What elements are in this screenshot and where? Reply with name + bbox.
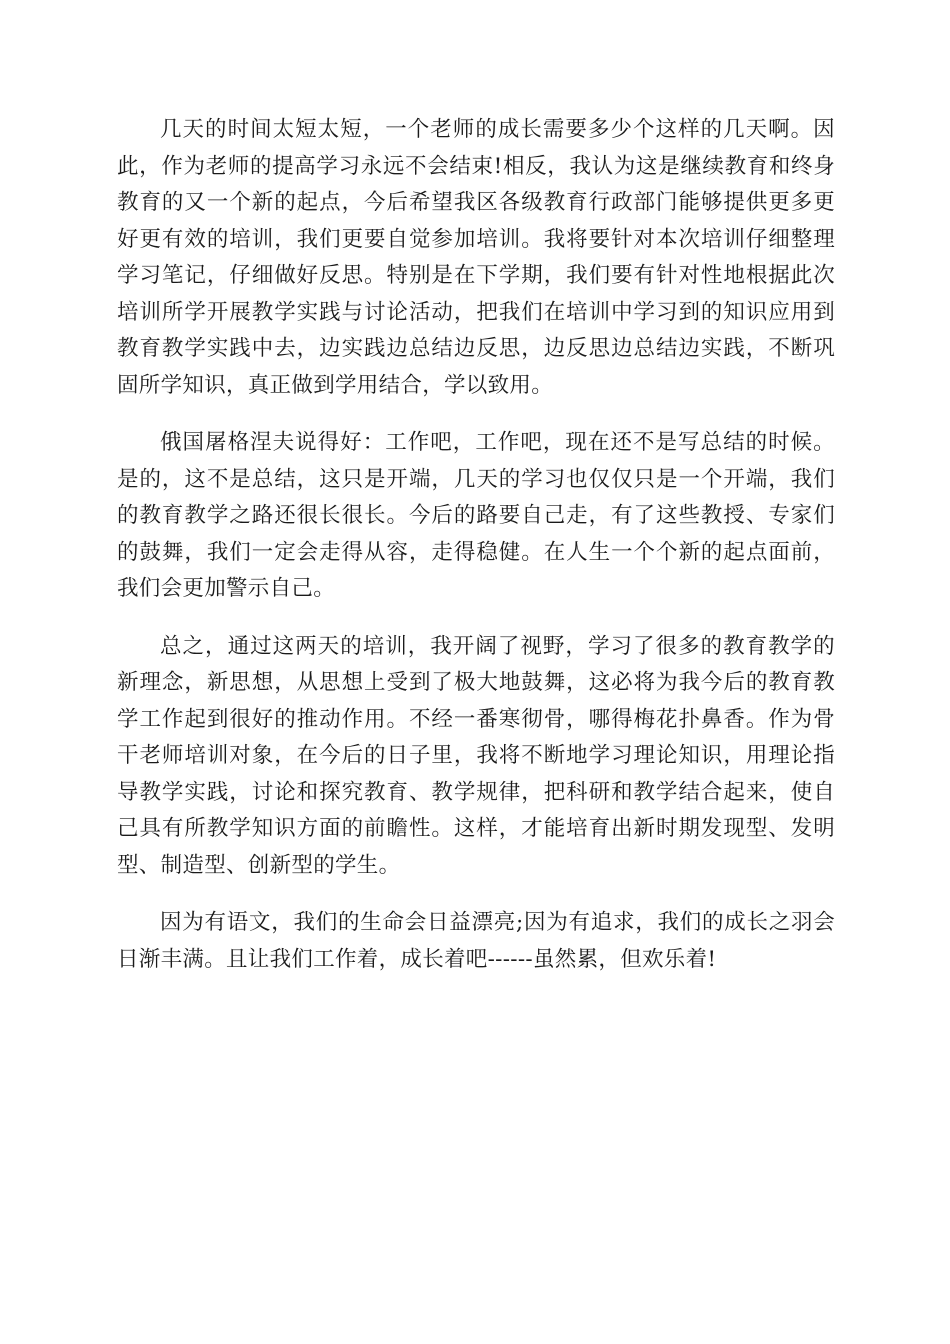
paragraph-4: 因为有语文，我们的生命会日益漂亮;因为有追求，我们的成长之羽会日渐丰满。且让我们工作着，成长着吧------虽然累，但欢乐着! xyxy=(117,910,835,972)
paragraph-1: 几天的时间太短太短，一个老师的成长需要多少个这样的几天啊。因此，作为老师的提高学习永远不会结束!相反，我认为这是继续教育和终身教育的又一个新的起点，今后希望我区各级教育行政部门能够提供更多更好更有效的培训，我们更要自觉参加培训。我将要针对本次培训仔细整理学习笔记，仔细做好反思。特别是在下学期，我们要有针对性地根据此次培训所学开展教学实践与讨论活动，把我们在培训中学习到的知识应用到教育教学实践中去，边实践边总结边反思，边反思边总结边实践，不断巩固所学知识，真正做到学用结合，学以致用。 xyxy=(117,117,835,398)
document-body xyxy=(117,112,835,999)
paragraph-2: 俄国屠格涅夫说得好：工作吧，工作吧，现在还不是写总结的时候。是的，这不是总结，这只是开端，几天的学习也仅仅只是一个开端，我们的教育教学之路还很长很长。今后的路要自己走，有了这些教授、专家们的鼓舞，我们一定会走得从容，走得稳健。在人生一个个新的起点面前，我们会更加警示自己。 xyxy=(117,430,835,601)
paragraph-3: 总之，通过这两天的培训，我开阔了视野，学习了很多的教育教学的新理念，新思想，从思想上受到了极大地鼓舞，这必将为我今后的教育教学工作起到很好的推动作用。不经一番寒彻骨，哪得梅花扑鼻香。作为骨干老师培训对象，在今后的日子里，我将不断地学习理论知识，用理论指导教学实践，讨论和探究教育、教学规律，把科研和教学结合起来，使自己具有所教学知识方面的前瞻性。这样，才能培育出新时期发现型、发明型、制造型、创新型的学生。 xyxy=(117,633,835,878)
